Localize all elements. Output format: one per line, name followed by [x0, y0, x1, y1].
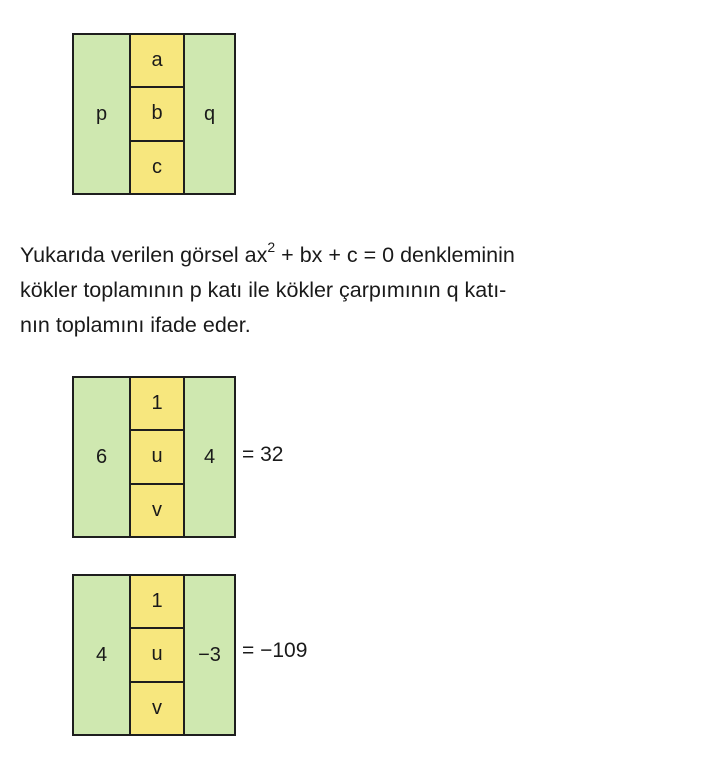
template-grid: [72, 33, 236, 195]
template-bottom-cell: c: [131, 140, 183, 193]
grid2-right-cell: −3: [185, 576, 234, 734]
grid1-bottom-cell: v: [131, 483, 183, 536]
grid1-result: = 32: [242, 443, 284, 466]
template-middle-column: [129, 35, 185, 193]
grid2-bottom-cell: v: [131, 681, 183, 734]
grid1-right-cell: 4: [185, 378, 234, 536]
example-grid-1: [72, 376, 236, 538]
explanation-paragraph: Yukarıda verilen görsel $ax^2$ + bx + c = 0 denkleminin kökler toplamının p katı ile kökler çarpımının q katı- nın toplamını ifade eder.: [20, 239, 515, 338]
grid1-middle-column: [129, 378, 185, 536]
grid2-result: = −109: [242, 639, 308, 662]
template-left-cell: p: [74, 35, 129, 193]
grid2-middle-cell: u: [131, 627, 183, 680]
grid2-middle-column: [129, 576, 185, 734]
grid1-top-cell: 1: [131, 378, 183, 429]
template-right-cell: q: [185, 35, 234, 193]
example-grid-2: [72, 574, 236, 736]
template-top-cell: a: [131, 35, 183, 86]
grid2-left-cell: 4: [74, 576, 129, 734]
grid1-middle-cell: u: [131, 429, 183, 482]
grid1-left-cell: 6: [74, 378, 129, 536]
grid2-top-cell: 1: [131, 576, 183, 627]
template-middle-cell: b: [131, 86, 183, 139]
